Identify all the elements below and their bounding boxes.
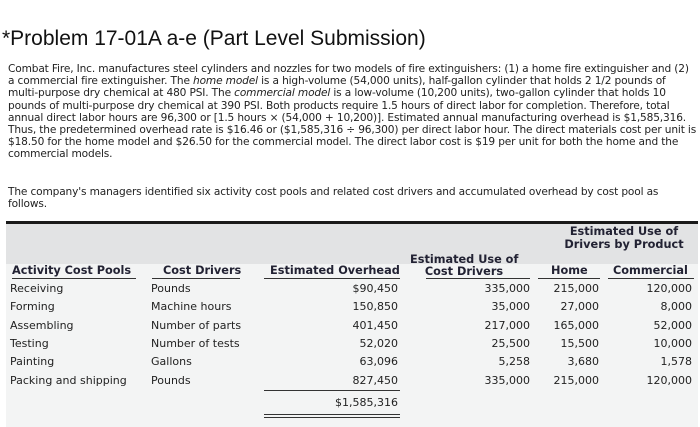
row-driver: Machine hours [151,300,232,313]
row-use: 5,258 [498,355,530,368]
row-overhead: $90,450 [352,282,398,295]
lead-in-text: The company's managers identified six activity cost pools and related cost drivers and accumulated overhead by cost pool as follows. [8,186,659,211]
row-commercial: 120,000 [646,282,692,295]
problem-description [8,63,698,161]
row-use: 335,000 [484,282,530,295]
col-header-use-underline [426,278,530,279]
col-header-use-line1: Estimated Use of [410,253,519,266]
intro-part2: is a high-volume (54,000 units), half-gallon cylinder that holds 2 1/2 pounds of multi-purpose dry chemical at 480 PSI. The [8,75,666,100]
row-use: 35,000 [491,300,530,313]
row-home: 165,000 [553,319,599,332]
row-home: 215,000 [553,374,599,387]
total-rule [264,390,400,391]
row-overhead: 401,450 [352,319,398,332]
row-pool: Painting [10,355,55,368]
row-driver: Number of parts [151,319,242,332]
row-pool: Receiving [10,282,64,295]
row-use: 335,000 [484,374,530,387]
intro-part1: Combat Fire, Inc. manufactures steel cylinders and nozzles for two models of fire extinguishers: (1) a home fire extinguisher and (2) a commercial fire extinguisher. The [8,63,689,88]
row-use: 25,500 [491,337,530,350]
col-header-commercial: Commercial [613,264,688,277]
intro-home-model: home model [193,75,258,88]
total-double-rule-2 [264,417,400,418]
row-commercial: 1,578 [660,355,692,368]
total-overhead: $1,585,316 [335,396,398,409]
col-header-pool: Activity Cost Pools [12,264,132,277]
col-header-overhead: Estimated Overhead [270,264,400,277]
row-driver: Number of tests [151,337,240,350]
row-home: 215,000 [553,282,599,295]
row-driver: Pounds [151,282,191,295]
activity-cost-table [6,221,698,427]
row-commercial: 8,000 [660,300,692,313]
col-header-use-line2: Cost Drivers [424,265,504,278]
row-driver: Pounds [151,374,191,387]
row-commercial: 52,000 [653,319,692,332]
col-header-home: Home [551,264,588,277]
row-overhead: 63,096 [359,355,398,368]
row-overhead: 52,020 [359,337,398,350]
row-home: 15,500 [560,337,599,350]
total-double-rule-1 [264,414,400,415]
row-pool: Assembling [10,319,74,332]
col-header-overhead-underline [264,278,400,279]
row-driver: Gallons [151,355,192,368]
row-home: 3,680 [567,355,599,368]
intro-commercial-model: commercial model [234,87,331,100]
row-commercial: 120,000 [646,374,692,387]
row-home: 27,000 [560,300,599,313]
row-pool: Packing and shipping [10,374,127,387]
row-commercial: 10,000 [653,337,692,350]
problem-title: *Problem 17-01A a-e (Part Level Submission) [2,27,426,50]
row-pool: Forming [10,300,55,313]
col-header-pool-underline [12,278,136,279]
col-header-home-underline [538,278,600,279]
group-header-line1: Estimated Use of [569,225,679,238]
col-header-driver: Cost Drivers [163,264,242,277]
col-header-driver-underline [152,278,240,279]
row-overhead: 150,850 [352,300,398,313]
row-use: 217,000 [484,319,530,332]
row-overhead: 827,450 [352,374,398,387]
col-header-commercial-underline [608,278,694,279]
row-pool: Testing [10,337,49,350]
group-header-line2: Drivers by Product [564,238,684,251]
intro-part3: is a low-volume (10,200 units), two-gallon cylinder that holds 10 pounds of multi-purpose dry chemical at 390 PSI. Both products require 1.5 hours of direct labor for completion. Therefore, total annual direct labor hours are 96,300 or [1.5 hours × (54,000 + 10,200)]. Estimated annual manufacturing overhead is $1,585,316. Thus, the predetermined overhead rate is $16.46 or ($1,585,316 ÷ 96,300) per direct labor hour. The direct materials cost per unit is $18.50 for the home model and $26.50 for the commercial model. The direct labor cost is $19 per unit for both the home and the commercial models. [8,87,697,161]
